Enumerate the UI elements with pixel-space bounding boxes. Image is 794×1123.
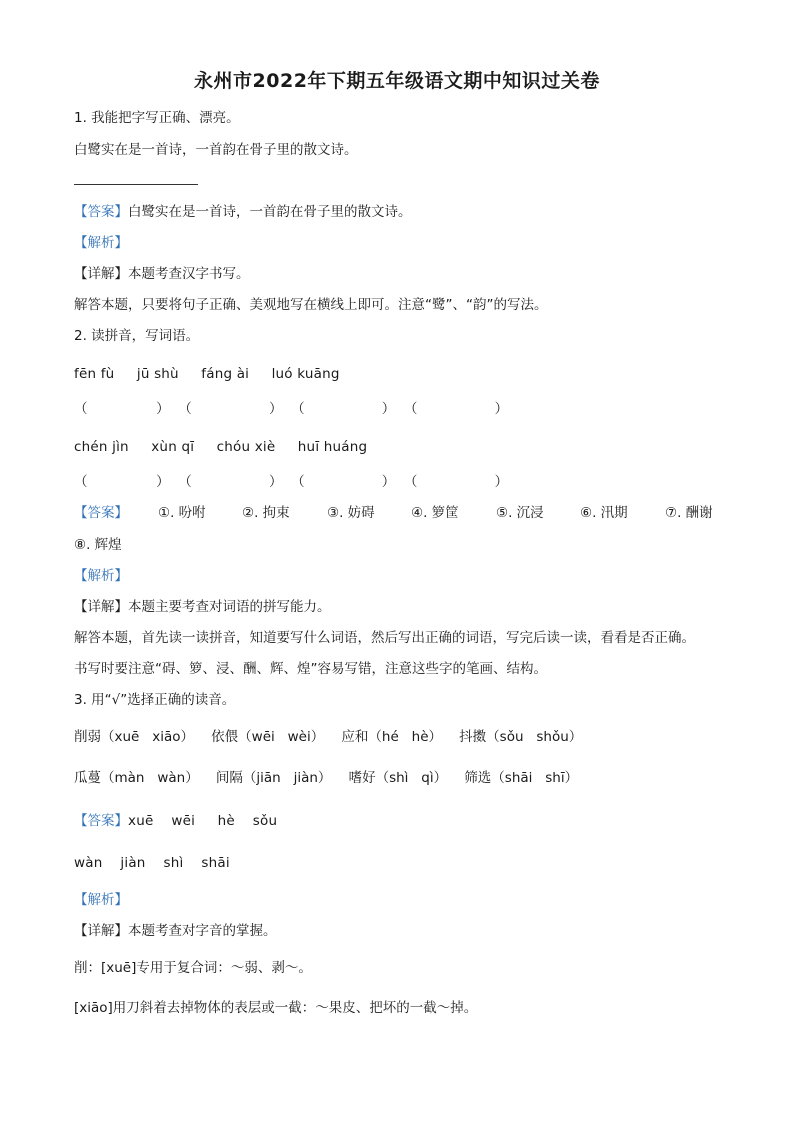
- q2-brackets-row1: （ ） （ ） （ ） （ ）: [74, 401, 509, 417]
- detail-label: 【详解】: [74, 923, 128, 939]
- q1-question: 1. 我能把字写正确、漂亮。: [74, 110, 240, 126]
- q2-pinyin-row2: chén jìn xùn qī chóu xiè huī huáng: [74, 439, 368, 455]
- q2-question: 2. 读拼音，写词语。: [74, 328, 200, 344]
- q3-detail: [74, 921, 277, 941]
- q2-answer-item: ⑧. 辉煌: [74, 537, 122, 553]
- q2-answer-item: ③. 妨碍: [327, 505, 375, 521]
- q3-note1: 削：[xuē]专用于复合词：～弱、剥～。: [74, 960, 312, 976]
- q1-detail: [74, 264, 250, 284]
- q2-explain1: 解答本题，首先读一读拼音，知道要写什么词语，然后写出正确的词语，写完后读一读，看看是否正确。: [74, 630, 695, 646]
- q3-note2: [xiāo]用刀斜着去掉物体的表层或一截：～果皮、把坏的一截～掉。: [74, 1000, 478, 1016]
- q1-explain: 解答本题，只要将句子正确、美观地写在横线上即可。注意“鹭”、“韵”的写法。: [74, 297, 548, 313]
- q3-answer: [74, 811, 277, 831]
- q3-row1: 削弱（xuē xiāo） 依偎（wēi wèi） 应和（hé hè） 抖擞（sǒu shǒu）: [74, 729, 583, 745]
- q3-answer-line2: wàn jiàn shì shāi: [74, 855, 230, 871]
- q2-pinyin-row1: fēn fù jū shù fáng ài luó kuāng: [74, 366, 340, 382]
- q1-sentence: 白鹭实在是一首诗，一首韵在骨子里的散文诗。: [74, 142, 358, 158]
- q2-analysis-label: 【解析】: [74, 568, 128, 584]
- q1-analysis-label: 【解析】: [74, 235, 128, 251]
- q3-row2: 瓜蔓（màn wàn） 间隔（jiān jiàn） 嗜好（shì qì） 筛选（shāi shī）: [74, 770, 579, 786]
- q2-detail-text: 本题主要考查对词语的拼写能力。: [128, 599, 331, 615]
- detail-label: 【详解】: [74, 266, 128, 282]
- q1-answer: [74, 202, 412, 222]
- q1-answer-line: [74, 184, 198, 185]
- q3-question: 3. 用“√”选择正确的读音。: [74, 692, 236, 708]
- q2-answer-item: ⑦. 酬谢: [665, 505, 713, 521]
- q2-answer-item: ⑤. 沉浸: [496, 505, 544, 521]
- q2-answer-item: ①. 吩咐: [158, 505, 206, 521]
- q2-explain2: 书写时要注意“碍、箩、浸、酬、辉、煌”容易写错，注意这些字的笔画、结构。: [74, 661, 547, 677]
- q3-analysis-label: 【解析】: [74, 892, 128, 908]
- answer-label: 【答案】: [74, 813, 128, 829]
- answer-label: 【答案】: [74, 204, 128, 220]
- q2-answer-label: 【答案】: [74, 505, 128, 521]
- q1-answer-text: 白鹭实在是一首诗，一首韵在骨子里的散文诗。: [128, 204, 412, 220]
- detail-label: 【详解】: [74, 599, 128, 615]
- q2-answer-item: ⑥. 汛期: [580, 505, 628, 521]
- q3-answer-line1: xuē wēi hè sǒu: [128, 813, 278, 829]
- q2-answer-item: ④. 箩筐: [411, 505, 459, 521]
- q2-detail: [74, 597, 331, 617]
- q2-brackets-row2: （ ） （ ） （ ） （ ）: [74, 474, 509, 490]
- page-title: 永州市2022年下期五年级语文期中知识过关卷: [194, 70, 600, 92]
- q2-answer-item: ②. 拘束: [242, 505, 290, 521]
- q1-detail-text: 本题考查汉字书写。: [128, 266, 250, 282]
- q3-detail-text: 本题考查对字音的掌握。: [128, 923, 277, 939]
